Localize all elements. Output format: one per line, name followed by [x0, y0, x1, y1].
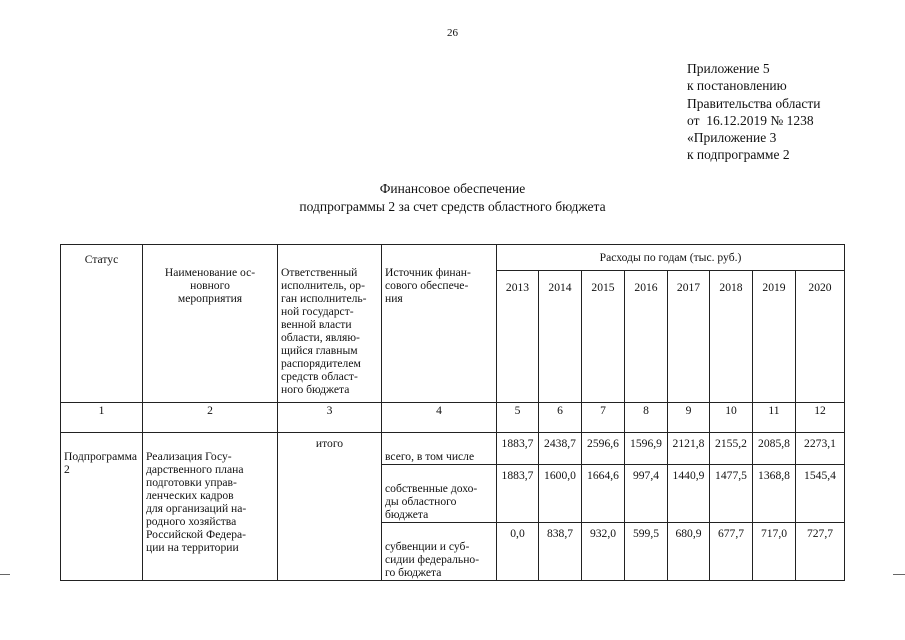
title-line: Финансовое обеспечение [379, 181, 526, 196]
value-cell [668, 465, 710, 523]
document-title [0, 180, 905, 215]
year-header-text: 2020 [808, 281, 832, 294]
responsible-cell [278, 433, 382, 581]
header-expenses-text: Расходы по годам (тыс. руб.) [599, 251, 742, 264]
value-text: 2438,7 [544, 437, 576, 450]
value-text: 599,5 [632, 527, 660, 540]
value-text: 717,0 [760, 527, 788, 540]
source-cell [382, 523, 497, 581]
header-expenses [497, 245, 845, 271]
appendix-reference [687, 60, 820, 164]
table-row [61, 433, 845, 465]
column-number-text: 2 [207, 404, 213, 417]
value-text: 2085,8 [758, 437, 790, 450]
value-cell [796, 523, 845, 581]
source-cell [382, 465, 497, 523]
value-text: 680,9 [675, 527, 702, 540]
appendix-line: Правительства области [687, 95, 821, 111]
value-text: 1368,8 [758, 469, 790, 482]
value-cell [582, 465, 625, 523]
value-cell [497, 523, 539, 581]
value-text: 1883,7 [501, 469, 534, 482]
year-header [668, 271, 710, 403]
appendix-line: «Приложение 3 [687, 130, 777, 146]
value-text: 1883,7 [501, 437, 534, 450]
value-cell [796, 433, 845, 465]
value-cell [539, 465, 582, 523]
value-cell [710, 433, 753, 465]
value-text: 838,7 [546, 527, 574, 540]
source-cell [382, 433, 497, 465]
page-number: 26 [447, 27, 458, 39]
header-row-1 [61, 245, 845, 271]
column-number [625, 403, 668, 433]
column-number-text: 5 [514, 404, 521, 417]
source-text: собственные дохо- ды областного бюджета [385, 482, 478, 521]
scan-edge-mark-left [0, 574, 10, 575]
header-status [61, 245, 143, 403]
value-cell [625, 523, 668, 581]
value-cell [625, 433, 668, 465]
header-source [382, 245, 497, 403]
value-cell [539, 523, 582, 581]
value-cell [497, 433, 539, 465]
column-number [796, 403, 845, 433]
value-text: 677,7 [717, 527, 745, 540]
title-line: подпрограммы 2 за счет средств областного бюджета [299, 198, 606, 214]
appendix-line: Приложение 5 [687, 61, 770, 76]
year-header-text: 2014 [548, 281, 572, 294]
header-status-text: Статус [84, 253, 119, 266]
year-header [497, 271, 539, 403]
header-source-text: Источник финан- сового обеспече- ния [385, 266, 471, 305]
value-cell [582, 523, 625, 581]
value-text: 2155,2 [715, 437, 747, 450]
column-number-text: 12 [814, 404, 826, 417]
value-text: 2121,8 [672, 437, 705, 450]
value-text: 997,4 [632, 469, 660, 482]
value-cell [668, 523, 710, 581]
responsible-text: итого [315, 437, 344, 450]
measure-name-text: Реализация Госу- дарственного плана подготовки управ- ленческих кадров для организаций на- родного хозяйства Российской Федера- ции на территории [146, 450, 247, 554]
value-text: 1545,4 [804, 469, 836, 482]
value-text: 1600,0 [544, 469, 576, 482]
column-number [710, 403, 753, 433]
column-number [61, 403, 143, 433]
header-responsible-text: Ответственный исполнитель, ор- ган исполнитель- ной государст- венной власти области, являю- щийся главным распорядителем средств област- ного бюджета [281, 266, 367, 396]
value-text: 2273,1 [804, 437, 836, 450]
value-cell [539, 433, 582, 465]
column-number-text: 8 [643, 404, 649, 417]
year-header-text: 2018 [719, 281, 743, 294]
column-number [539, 403, 582, 433]
scan-edge-mark-right [893, 574, 905, 575]
status-text: Подпрограмма 2 [64, 450, 137, 476]
status-cell [61, 433, 143, 581]
financing-table [60, 244, 845, 581]
column-number [382, 403, 497, 433]
year-header [625, 271, 668, 403]
value-text: 1477,5 [715, 469, 747, 482]
value-cell [753, 465, 796, 523]
value-cell [497, 465, 539, 523]
value-cell [710, 523, 753, 581]
appendix-line: от 16.12.2019 № 1238 [687, 112, 814, 128]
column-number [582, 403, 625, 433]
header-name-text: Наименование ос- новного мероприятия [164, 266, 256, 305]
value-cell [582, 433, 625, 465]
column-number-text: 11 [768, 404, 780, 417]
column-number-text: 1 [98, 404, 105, 417]
appendix-line: к подпрограмме 2 [687, 147, 790, 163]
value-cell [753, 523, 796, 581]
year-header [582, 271, 625, 403]
value-text: 932,0 [589, 527, 617, 540]
column-number-row [61, 403, 845, 433]
source-text: всего, в том числе [385, 450, 475, 463]
year-header-text: 2017 [676, 281, 701, 294]
column-number-text: 10 [725, 404, 737, 417]
value-cell [710, 465, 753, 523]
measure-name-cell [143, 433, 278, 581]
value-text: 1440,9 [672, 469, 705, 482]
column-number [668, 403, 710, 433]
column-number-text: 7 [600, 404, 606, 417]
value-cell [753, 433, 796, 465]
column-number [143, 403, 278, 433]
year-header [710, 271, 753, 403]
value-text: 1596,9 [630, 437, 662, 450]
value-cell [668, 433, 710, 465]
header-responsible [278, 245, 382, 403]
value-cell [796, 465, 845, 523]
column-number [753, 403, 796, 433]
year-header-text: 2019 [762, 281, 786, 294]
year-header-text: 2016 [634, 281, 658, 294]
year-header [539, 271, 582, 403]
column-number-text: 9 [685, 404, 692, 417]
value-text: 2596,6 [587, 437, 619, 450]
year-header [753, 271, 796, 403]
year-header-text: 2015 [591, 281, 615, 294]
column-number-text: 3 [326, 404, 333, 417]
value-text: 0,0 [510, 527, 525, 540]
value-text: 727,7 [806, 527, 834, 540]
column-number [497, 403, 539, 433]
source-text: субвенции и суб- сидии федерально- го бюджета [385, 540, 480, 579]
appendix-line: к постановлению [687, 78, 787, 94]
column-number-text: 4 [436, 404, 442, 417]
year-header [796, 271, 845, 403]
value-cell [625, 465, 668, 523]
header-name [143, 245, 278, 403]
value-text: 1664,6 [587, 469, 619, 482]
column-number [278, 403, 382, 433]
year-header-text: 2013 [505, 281, 530, 294]
column-number-text: 6 [557, 404, 563, 417]
